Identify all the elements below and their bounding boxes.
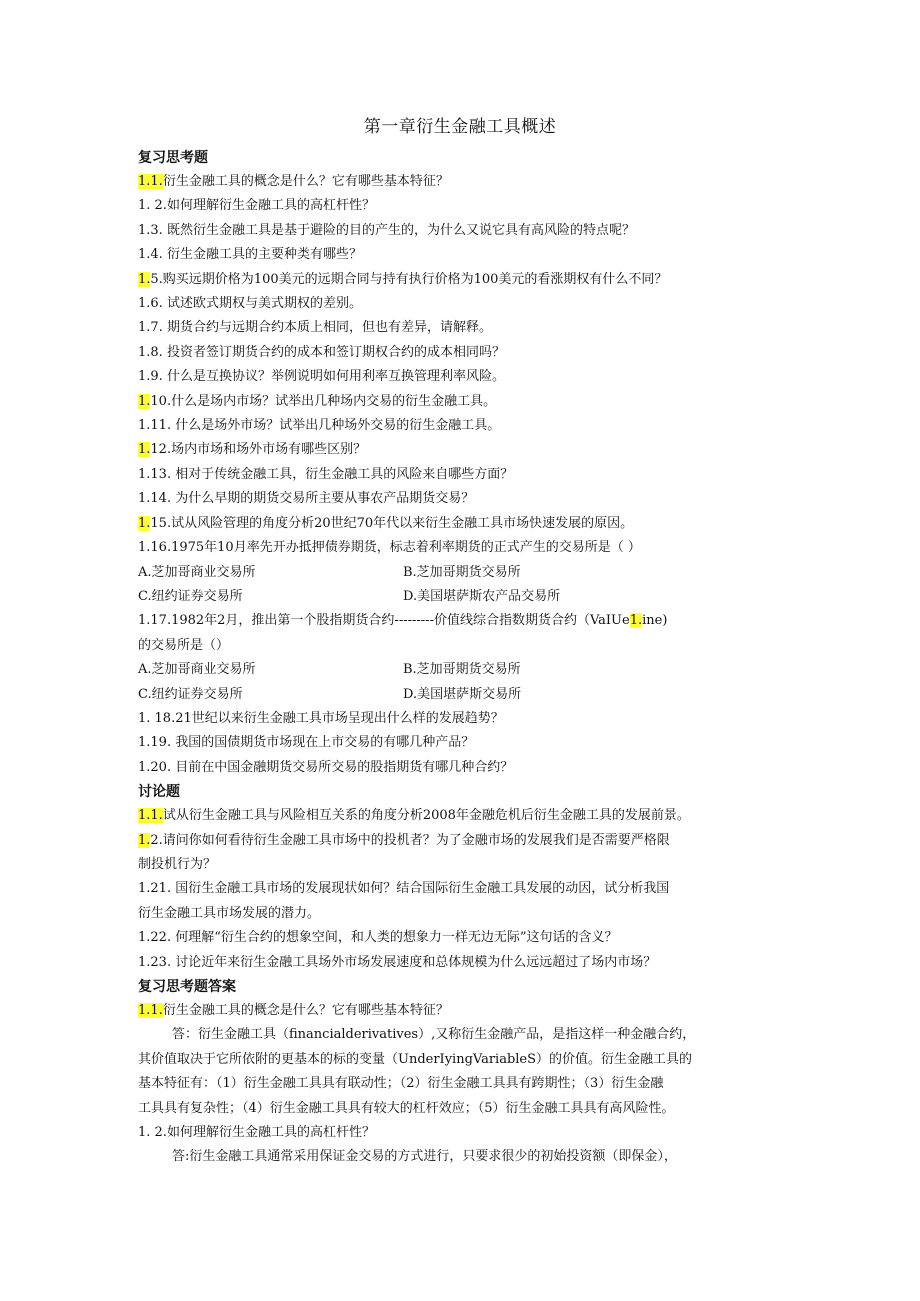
section-heading-answers: 复习思考题答案 bbox=[138, 979, 236, 995]
question-1-1: 1.1.衍生金融工具的概念是什么？它有哪些基本特征？ bbox=[138, 174, 449, 189]
discussion-1-2: 1.2.请问你如何看待衍生金融工具市场中的投机者？为了金融市场的发展我们是否需要严格限 bbox=[138, 832, 670, 848]
question-1-16-options-row-2 bbox=[138, 585, 788, 609]
discussion-1-21-cont: 衍生金融工具市场发展的潜力。 bbox=[138, 905, 321, 921]
option-b: B.芝加哥期货交易所 bbox=[403, 662, 521, 678]
answer-1-2-question: 1. 2.如何理解衍生金融工具的高杠杆性？ bbox=[138, 1125, 375, 1141]
option-d: D.美国堪萨斯农产品交易所 bbox=[403, 588, 561, 604]
option-a: A.芝加哥商业交易所 bbox=[138, 564, 256, 580]
section-heading-review: 复习思考题 bbox=[138, 150, 208, 166]
question-1-16-options-row-1 bbox=[138, 561, 788, 585]
question-1-7: 1.7. 期货合约与远期合约本质上相同，但也有差异，请解释。 bbox=[138, 320, 492, 336]
answer-1-1-question: 1.1.衍生金融工具的概念是什么？它有哪些基本特征？ bbox=[138, 1003, 449, 1018]
option-c: C.纽约证券交易所 bbox=[138, 588, 243, 604]
highlight: 1. bbox=[138, 515, 151, 531]
question-1-11: 1.11. 什么是场外市场？试举出几种场外交易的衍生金融工具。 bbox=[138, 418, 501, 434]
answer-1-1-line-3: 基本特征有：（1）衍生金融工具具有联动性；（2）衍生金融工具具有跨期性；（3）衍生金融 bbox=[138, 1076, 664, 1092]
document-body bbox=[138, 146, 788, 1170]
answer-1-1-line-4: 工具具有复杂性；（4）衍生金融工具具有较大的杠杆效应；（5）衍生金融工具具有高风险性。 bbox=[138, 1100, 675, 1116]
question-1-19: 1.19. 我国的国债期货市场现在上市交易的有哪几种产品？ bbox=[138, 735, 475, 751]
highlight: 1. bbox=[138, 442, 151, 458]
answer-1-2-line-1: 答:衍生金融工具通常采用保证金交易的方式进行，只要求很少的初始投资额（即保金）， bbox=[172, 1149, 677, 1165]
chapter-title: 第一章衍生金融工具概述 bbox=[363, 117, 557, 137]
discussion-1-22: 1.22. 何理解“衍生合约的想象空间，和人类的想象力一样无边无际”这句话的含义？ bbox=[138, 930, 618, 946]
option-b: B.芝加哥期货交易所 bbox=[403, 564, 521, 580]
highlight: 1. bbox=[138, 271, 151, 287]
question-1-13: 1.13. 相对于传统金融工具，衍生金融工具的风险来自哪些方面？ bbox=[138, 466, 514, 482]
question-1-16: 1.16.1975年10月率先开办抵押债券期货，标志着利率期货的正式产生的交易所是（ ） bbox=[138, 540, 641, 556]
question-1-18: 1. 18.21世纪以来衍生金融工具市场呈现出什么样的发展趋势？ bbox=[138, 710, 504, 726]
discussion-1-21: 1.21. 国衍生金融工具市场的发展现状如何？结合国际衍生金融工具发展的动因，试分析我国 bbox=[138, 881, 670, 897]
discussion-1-2-cont: 制投机行为？ bbox=[138, 856, 217, 872]
highlight: 1.1. bbox=[138, 808, 163, 824]
highlight: 1.1. bbox=[138, 1003, 163, 1018]
section-heading-discuss: 讨论题 bbox=[138, 784, 180, 801]
question-1-20: 1.20. 目前在中国金融期货交易所交易的股指期货有哪几种合约？ bbox=[138, 759, 514, 775]
discussion-1-23: 1.23. 讨论近年来衍生金融工具场外市场发展速度和总体规模为什么远远超过了场内市场？ bbox=[138, 954, 657, 970]
answer-1-1-line-1: 答：衍生金融工具（financialderivatives）,又称衍生金融产品，是指这样一种金融合约， bbox=[172, 1027, 696, 1043]
question-1-4: 1.4. 衍生金融工具的主要种类有哪些？ bbox=[138, 247, 362, 263]
highlight: 1. bbox=[138, 393, 151, 409]
question-1-15: 1.15.试从风险管理的角度分析20世纪70年代以来衍生金融工具市场快速发展的原因。 bbox=[138, 515, 634, 531]
question-1-17-options-row-1 bbox=[138, 658, 788, 682]
question-1-5: 1.5.购买远期价格为100美元的远期合同与持有执行价格为100美元的看涨期权有什么不同？ bbox=[138, 271, 668, 287]
question-1-14: 1.14. 为什么早期的期货交易所主要从事农产品期货交易？ bbox=[138, 491, 475, 507]
question-1-12: 1.12.场内市场和场外市场有哪些区别？ bbox=[138, 442, 367, 458]
question-1-2: 1. 2.如何理解衍生金融工具的高杠杆性？ bbox=[138, 198, 375, 214]
option-a: A.芝加哥商业交易所 bbox=[138, 662, 256, 678]
question-1-6: 1.6. 试述欧式期权与美式期权的差别。 bbox=[138, 296, 362, 312]
question-1-3: 1.3. 既然衍生金融工具是基于避险的目的产生的，为什么又说它具有高风险的特点呢？ bbox=[138, 222, 635, 238]
question-1-17-options-row-2 bbox=[138, 683, 788, 707]
question-1-10: 1.10.什么是场内市场？试举出几种场内交易的衍生金融工具。 bbox=[138, 393, 497, 409]
question-1-8: 1.8. 投资者签订期货合约的成本和签订期权合约的成本相同吗？ bbox=[138, 344, 505, 360]
question-1-17-cont: 的交易所是（） bbox=[138, 637, 230, 653]
option-c: C.纽约证券交易所 bbox=[138, 686, 243, 702]
discussion-1-1: 1.1.试从衍生金融工具与风险相互关系的角度分析2008年金融危机后衍生金融工具的发展前景。 bbox=[138, 808, 690, 824]
option-d: D.美国堪萨斯交易所 bbox=[403, 686, 522, 702]
highlight: 1. bbox=[629, 613, 643, 629]
answer-1-1-line-2: 其价值取决于它所依附的更基本的标的变量（UnderIyingVariableS）的价值。衍生金融工具的 bbox=[138, 1051, 693, 1067]
question-1-9: 1.9. 什么是互换协议？举例说明如何用利率互换管理利率风险。 bbox=[138, 369, 505, 385]
question-1-17: 1.17.1982年2月，推出第一个股指期货合约---------价值线综合指数期货合约（VaIUe1.ine) bbox=[138, 613, 668, 629]
highlight: 1. bbox=[138, 832, 151, 848]
highlight: 1.1. bbox=[138, 174, 163, 189]
